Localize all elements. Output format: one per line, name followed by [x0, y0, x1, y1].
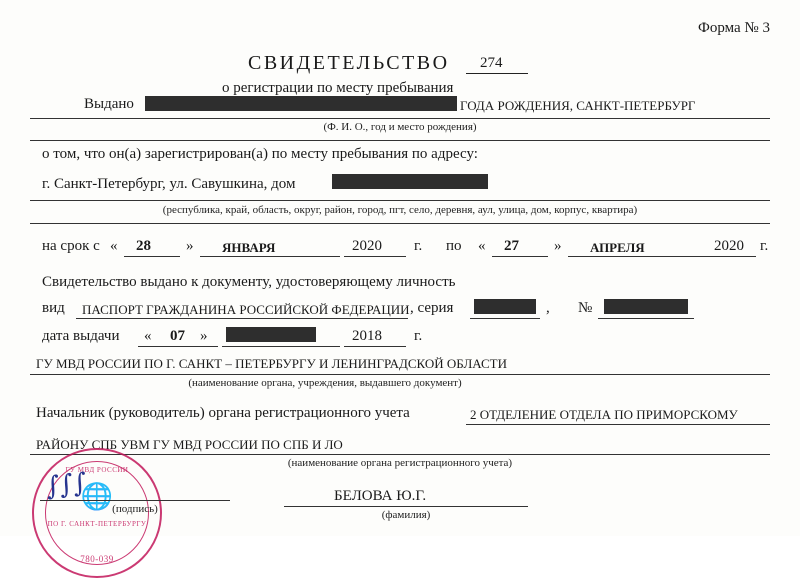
- signatory-surname: БЕЛОВА Ю.Г.: [334, 488, 427, 504]
- form-number-label: Форма № 3: [698, 20, 770, 36]
- identity-number-label: №: [578, 300, 593, 316]
- term-year-to-rule: [708, 256, 756, 257]
- address-caption: (республика, край, область, округ, район, город, пгт, село, деревня, аул, улица, дом, корпус, квартира): [162, 204, 638, 216]
- identity-series-rule: [470, 318, 540, 319]
- term-year-from: 2020: [352, 238, 382, 254]
- term-quote-close-from: »: [186, 238, 194, 254]
- identity-date-quote-close: »: [200, 328, 208, 344]
- identity-date-year-rule: [344, 346, 406, 347]
- surname-rule: [284, 506, 528, 507]
- term-month-to: АПРЕЛЯ: [590, 240, 645, 255]
- address-rule-2: [30, 223, 770, 224]
- identity-series-redaction: [474, 299, 536, 314]
- registration-address: г. Санкт-Петербург, ул. Савушкина, дом: [42, 176, 296, 192]
- chief-org-caption: (наименование органа регистрационного учета): [287, 457, 513, 469]
- identity-date-month-redaction: [226, 327, 316, 342]
- double-eagle-icon: 🌐: [80, 482, 114, 511]
- term-g-from: г.: [414, 238, 423, 254]
- stamp-top-text: ГУ МВД РОССИИ: [65, 466, 129, 474]
- issued-caption: (Ф. И. О., год и место рождения): [323, 121, 477, 133]
- term-month-from: ЯНВАРЯ: [222, 240, 276, 255]
- identity-date-g: г.: [414, 328, 423, 344]
- term-quote-close-to: »: [554, 238, 562, 254]
- identity-authority-caption: (наименование органа, учреждения, выдавшего документ): [188, 377, 462, 389]
- term-po: по: [446, 238, 462, 254]
- identity-type-label: вид: [42, 300, 65, 316]
- term-month-from-rule: [200, 256, 340, 257]
- identity-number-rule: [598, 318, 694, 319]
- identity-date-year: 2018: [352, 328, 382, 344]
- identity-date-quote-open: «: [144, 328, 152, 344]
- term-day-to: 27: [504, 238, 519, 254]
- issued-rule: [30, 118, 770, 119]
- document-number: 274: [480, 55, 503, 71]
- identity-date-month-rule: [222, 346, 340, 347]
- identity-series-label: , серия: [410, 300, 454, 316]
- issued-rule-2: [30, 140, 770, 141]
- stamp-mid-text: ПО Г. САНКТ-ПЕТЕРБУРГУ: [47, 520, 147, 528]
- identity-type-value: ПАСПОРТ ГРАЖДАНИНА РОССИЙСКОЙ ФЕДЕРАЦИИ: [82, 302, 410, 317]
- document-number-rule: [466, 73, 528, 74]
- term-day-to-rule: [492, 256, 548, 257]
- issued-name-redaction: [145, 96, 457, 111]
- issued-birth-place: ГОДА РОЖДЕНИЯ, САНКТ-ПЕТЕРБУРГ: [460, 98, 696, 113]
- stamp-bottom-text: 780-039: [80, 554, 114, 564]
- identity-number-redaction: [604, 299, 688, 314]
- chief-org-line2: РАЙОНУ СПБ УВМ ГУ МВД РОССИИ ПО СПБ И ЛО: [36, 437, 343, 452]
- page-subtitle: о регистрации по месту пребывания: [222, 80, 454, 96]
- identity-type-rule: [76, 318, 408, 319]
- address-rule: [30, 200, 770, 201]
- term-year-from-rule: [344, 256, 406, 257]
- identity-intro: Свидетельство выдано к документу, удостоверяющему личность: [42, 274, 456, 290]
- identity-date-label: дата выдачи: [42, 328, 120, 344]
- registration-intro: о том, что он(а) зарегистрирован(а) по месту пребывания по адресу:: [42, 146, 478, 162]
- page-title: СВИДЕТЕЛЬСТВО: [248, 52, 450, 74]
- term-day-from: 28: [136, 238, 151, 254]
- address-redaction: [332, 174, 488, 189]
- term-year-to: 2020: [714, 238, 744, 254]
- identity-comma: ,: [546, 300, 550, 316]
- chief-org-rule-1: [466, 424, 770, 425]
- chief-org-line1: 2 ОТДЕЛЕНИЕ ОТДЕЛА ПО ПРИМОРСКОМУ: [470, 407, 738, 422]
- term-quote-open-from: «: [110, 238, 118, 254]
- chief-org-rule-2: [30, 454, 770, 455]
- chief-label: Начальник (руководитель) органа регистрационного учета: [36, 405, 410, 421]
- identity-date-day-rule: [138, 346, 218, 347]
- handwritten-signature: ∫∫∫: [44, 467, 89, 503]
- identity-date-day: 07: [170, 328, 185, 344]
- term-day-from-rule: [124, 256, 180, 257]
- term-g-to: г.: [760, 238, 769, 254]
- issued-label: Выдано: [84, 96, 134, 112]
- signature-caption: (подпись): [112, 503, 158, 515]
- signature-rule: [40, 500, 230, 501]
- term-prefix: на срок с: [42, 238, 100, 254]
- term-quote-open-to: «: [478, 238, 486, 254]
- surname-caption: (фамилия): [381, 509, 431, 521]
- identity-authority: ГУ МВД РОССИИ ПО Г. САНКТ – ПЕТЕРБУРГУ И ЛЕНИНГРАДСКОЙ ОБЛАСТИ: [36, 356, 507, 371]
- identity-authority-rule: [30, 374, 770, 375]
- term-month-to-rule: [568, 256, 708, 257]
